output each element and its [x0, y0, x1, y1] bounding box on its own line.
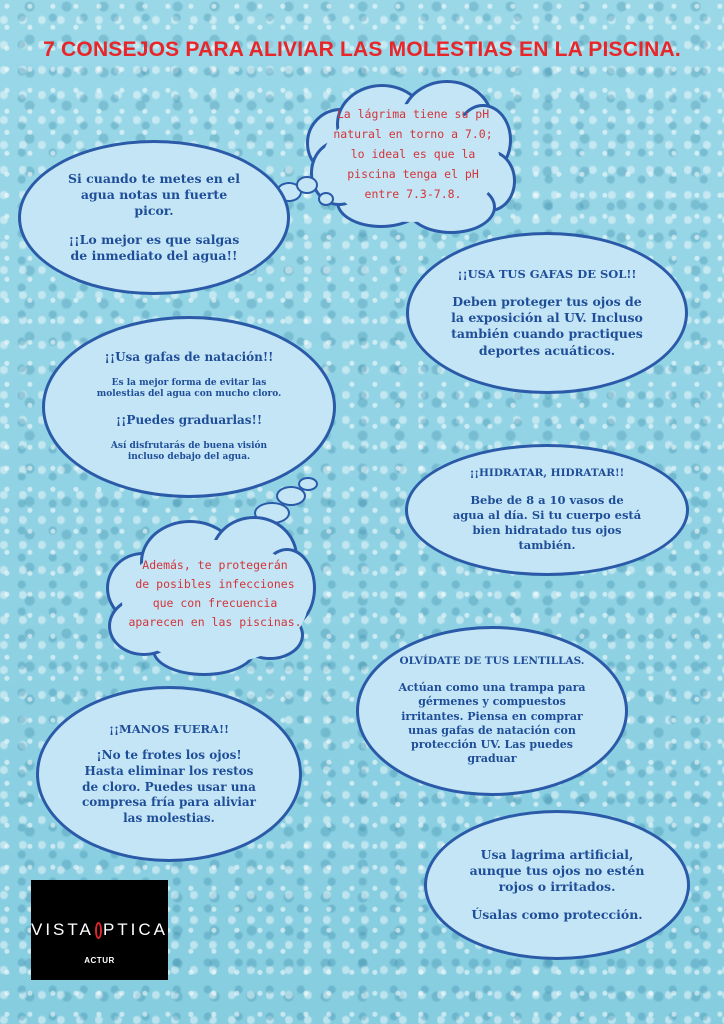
cloud-ph-line: entre 7.3-7.8.: [364, 187, 462, 201]
tip-lagrima-line: Usa lagrima artificial,: [480, 846, 634, 862]
tip-lagrima-line: aunque tus ojos no estén: [469, 862, 645, 878]
tip-natacion-line: Es la mejor forma de evitar las: [111, 377, 267, 388]
tip-natacion-line: incluso debajo del agua.: [127, 452, 251, 463]
tip-hidratar-heading: ¡¡HIDRATAR, HIDRATAR!!: [469, 467, 625, 480]
tip-gafas-sol-line: también cuando practiques: [451, 326, 643, 342]
tip-natacion-bubble: [42, 316, 336, 498]
tip-hidratar-line: bien hidratado tus ojos: [472, 522, 622, 537]
tip-manos-line: las molestias.: [123, 810, 215, 825]
tip-gafas-sol-line: Deben proteger tus ojos de: [452, 293, 642, 309]
tip-picor-line: ¡¡Lo mejor es que salgas: [68, 231, 240, 247]
thought-dot: [318, 192, 334, 206]
cloud-ph-line: La lágrima tiene su pH: [336, 107, 490, 121]
cloud-infecciones-line: de posibles infecciones: [135, 577, 295, 591]
tip-picor-line: Si cuando te metes en el: [68, 170, 240, 186]
cloud-infecciones-line: que con frecuencia: [152, 596, 278, 610]
page-title: 7 CONSEJOS PARA ALIVIAR LAS MOLESTIAS EN LA PISCINA.: [43, 38, 681, 61]
tip-lentillas-line: Actúan como una trampa para: [398, 680, 586, 694]
tip-gafas-sol-line: deportes acuáticos.: [478, 342, 616, 358]
tip-lentillas-line: irritantes. Piensa en comprar: [401, 709, 583, 723]
tip-picor-line: picor.: [134, 203, 174, 219]
logo-word-right: PTICA: [102, 920, 168, 939]
tip-manos-line: Hasta eliminar los restos: [84, 764, 254, 779]
tip-manos-bubble: [36, 686, 302, 862]
cloud-infecciones-line: aparecen en las piscinas.: [128, 615, 302, 629]
cloud-infecciones-line: Además, te protegerán: [142, 558, 288, 572]
tip-gafas-sol-line: la exposición al UV. Incluso: [451, 310, 643, 326]
tip-lentillas-line: graduar: [467, 752, 517, 766]
logo-wordmark: [31, 920, 168, 940]
tip-hidratar-line: también.: [518, 537, 576, 552]
cloud-ph-line: piscina tenga el pH: [347, 167, 479, 181]
tip-lentillas-bubble: [356, 626, 628, 796]
tip-lentillas-line: gérmenes y compuestos: [418, 695, 566, 709]
logo-subtitle: ACTUR: [84, 956, 115, 965]
tip-lentillas-line: protección UV. Las puedes: [411, 738, 573, 752]
tip-manos-line: ¡No te frotes los ojos!: [96, 748, 242, 763]
tip-lentillas-line: unas gafas de natación con: [408, 723, 576, 737]
tip-lentillas-heading: OLVÍDATE DE TUS LENTILLAS.: [399, 655, 585, 668]
tip-picor-bubble: [18, 140, 290, 295]
tip-gafas-sol-heading: ¡¡USA TUS GAFAS DE SOL!!: [457, 267, 637, 282]
tip-picor-line: de inmediato del agua!!: [70, 247, 238, 263]
vistaoptica-logo: [31, 880, 168, 980]
cloud-ph-line: natural en torno a 7.0;: [333, 127, 493, 141]
tip-gafas-sol-bubble: [406, 232, 688, 394]
thought-dot: [296, 176, 318, 194]
tip-manos-heading: ¡¡MANOS FUERA!!: [108, 721, 230, 736]
tip-natacion-line: Así disfrutarás de buena visión: [110, 440, 268, 451]
logo-word-left: VISTA: [31, 920, 94, 939]
tip-hidratar-line: Bebe de 8 a 10 vasos de: [470, 492, 624, 507]
tip-manos-line: de cloro. Puedes usar una: [82, 779, 256, 794]
tip-lagrima-bubble: [424, 810, 690, 960]
tip-picor-line: agua notas un fuerte: [80, 187, 228, 203]
tip-lagrima-line-2: Úsalas como protección.: [471, 907, 643, 923]
tip-manos-line: compresa fría para aliviar: [81, 795, 257, 810]
tip-natacion-line: molestias del agua con mucho cloro.: [96, 389, 282, 400]
tip-lagrima-line: rojos o irritados.: [498, 879, 616, 894]
tip-hidratar-bubble: [405, 444, 689, 576]
cloud-ph-line: lo ideal es que la: [350, 147, 476, 161]
tip-natacion-heading: ¡¡Usa gafas de natación!!: [104, 350, 274, 365]
tip-natacion-heading-2: ¡¡Puedes graduarlas!!: [115, 413, 263, 427]
tip-hidratar-line: agua al día. Si tu cuerpo está: [452, 507, 642, 522]
logo-ring-icon: [95, 922, 102, 939]
